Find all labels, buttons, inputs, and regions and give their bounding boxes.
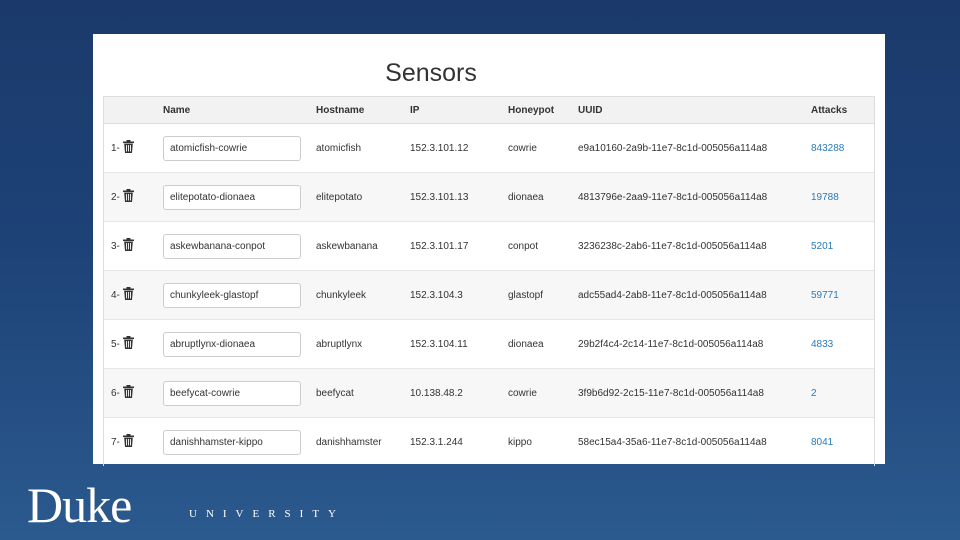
hostname-cell: abruptlynx <box>316 320 410 369</box>
attacks-link[interactable]: 8041 <box>811 436 834 448</box>
sensor-name-input[interactable] <box>163 430 301 455</box>
column-header-hostname[interactable]: Hostname <box>316 97 410 124</box>
trash-icon[interactable] <box>123 287 134 303</box>
hostname-cell: atomicfish <box>316 142 362 154</box>
trash-icon[interactable] <box>123 434 134 450</box>
uuid-cell: e9a10160-2a9b-11e7-8c1d-005056a114a8 <box>578 142 768 154</box>
page-title: Sensors <box>385 59 477 87</box>
attacks-cell <box>811 222 874 271</box>
table-row <box>104 124 874 173</box>
honeypot-cell: cowrie <box>508 369 578 418</box>
row-number: 5- <box>111 338 120 350</box>
name-cell <box>163 173 316 222</box>
row-index-cell <box>104 418 163 467</box>
sensors-table-container <box>103 96 875 466</box>
attacks-link[interactable]: 19788 <box>811 191 839 203</box>
attacks-link[interactable]: 59771 <box>811 289 839 301</box>
row-number: 3- <box>111 240 120 252</box>
sensor-name-input[interactable] <box>163 234 301 259</box>
column-header-honeypot[interactable]: Honeypot <box>508 97 578 124</box>
attacks-cell <box>811 320 874 369</box>
ip-cell: 152.3.104.3 <box>410 271 508 320</box>
hostname-cell: askewbanana <box>316 222 410 271</box>
row-index-cell <box>104 222 163 271</box>
honeypot-cell: conpot <box>508 222 578 271</box>
logo-subtitle: UNIVERSITY <box>189 508 345 520</box>
row-number: 6- <box>111 387 120 399</box>
ip-cell: 152.3.101.17 <box>410 222 508 271</box>
honeypot-cell: glastopf <box>508 271 578 320</box>
table-row <box>104 369 874 418</box>
sensor-name-input[interactable] <box>163 381 301 406</box>
ip-cell: 152.3.104.11 <box>410 320 508 369</box>
sensor-name-input[interactable] <box>163 136 301 161</box>
table-row <box>104 271 874 320</box>
row-index-cell <box>104 369 163 418</box>
attacks-link[interactable]: 4833 <box>811 338 834 350</box>
ip-cell: 152.3.101.12 <box>410 142 469 154</box>
name-cell <box>163 222 316 271</box>
row-number: 7- <box>111 436 120 448</box>
name-cell <box>163 124 316 173</box>
ip-cell: 10.138.48.2 <box>410 369 508 418</box>
hostname-cell: elitepotato <box>316 173 410 222</box>
sensor-name-input[interactable] <box>163 283 301 308</box>
trash-icon[interactable] <box>123 140 134 156</box>
row-number: 2- <box>111 191 120 203</box>
attacks-cell <box>811 173 874 222</box>
uuid-cell: adc55ad4-2ab8-11e7-8c1d-005056a114a8 <box>578 271 811 320</box>
uuid-cell: 4813796e-2aa9-11e7-8c1d-005056a114a8 <box>578 173 811 222</box>
table-row <box>104 418 874 467</box>
honeypot-cell: cowrie <box>508 142 537 154</box>
name-cell <box>163 418 316 467</box>
sensor-name-input[interactable] <box>163 332 301 357</box>
trash-icon[interactable] <box>123 336 134 352</box>
table-row <box>104 173 874 222</box>
sensor-name-input[interactable] <box>163 185 301 210</box>
column-header-uuid[interactable]: UUID <box>578 97 811 124</box>
table-header-row <box>104 97 874 124</box>
attacks-link[interactable]: 2 <box>811 387 817 399</box>
uuid-cell: 58ec15a4-35a6-11e7-8c1d-005056a114a8 <box>578 418 811 467</box>
attacks-cell <box>811 369 874 418</box>
column-header-ip[interactable]: IP <box>410 97 508 124</box>
table-row <box>104 320 874 369</box>
row-index-cell <box>104 173 163 222</box>
honeypot-cell: dionaea <box>508 320 578 369</box>
ip-cell: 152.3.101.13 <box>410 173 508 222</box>
name-cell <box>163 320 316 369</box>
trash-icon[interactable] <box>123 385 134 401</box>
uuid-cell: 29b2f4c4-2c14-11e7-8c1d-005056a114a8 <box>578 320 811 369</box>
attacks-cell <box>811 418 874 467</box>
uuid-cell: 3236238c-2ab6-11e7-8c1d-005056a114a8 <box>578 222 811 271</box>
row-index-cell <box>104 271 163 320</box>
attacks-cell <box>811 124 874 173</box>
column-header-name[interactable]: Name <box>163 97 316 124</box>
row-index-cell <box>104 124 163 173</box>
row-number: 1- <box>111 142 120 154</box>
row-index-cell <box>104 320 163 369</box>
logo-wordmark: Duke <box>27 477 132 533</box>
uuid-cell: 3f9b6d92-2c15-11e7-8c1d-005056a114a8 <box>578 369 811 418</box>
hostname-cell: danishhamster <box>316 418 410 467</box>
hostname-cell: chunkyleek <box>316 271 410 320</box>
sensors-table <box>104 96 874 466</box>
trash-icon[interactable] <box>123 238 134 254</box>
attacks-cell <box>811 271 874 320</box>
honeypot-cell: dionaea <box>508 173 578 222</box>
name-cell <box>163 369 316 418</box>
column-header-index <box>104 97 163 124</box>
row-number: 4- <box>111 289 120 301</box>
trash-icon[interactable] <box>123 189 134 205</box>
attacks-link[interactable]: 843288 <box>811 142 845 154</box>
table-row <box>104 222 874 271</box>
ip-cell: 152.3.1.244 <box>410 418 508 467</box>
column-header-attacks[interactable]: Attacks <box>811 97 874 124</box>
honeypot-cell: kippo <box>508 418 578 467</box>
attacks-link[interactable]: 5201 <box>811 240 834 252</box>
name-cell <box>163 271 316 320</box>
hostname-cell: beefycat <box>316 369 410 418</box>
